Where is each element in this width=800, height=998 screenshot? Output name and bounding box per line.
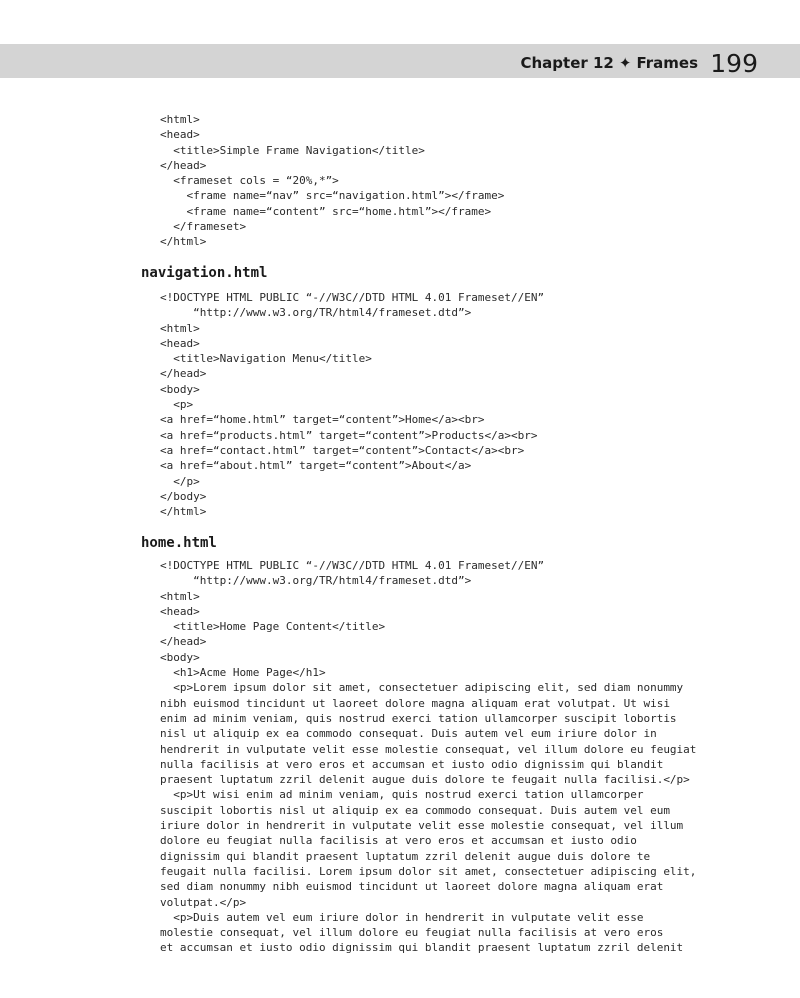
code-line: enim ad minim veniam, quis nostrud exerci tation ullamcorper suscipit lobortis: [160, 711, 677, 725]
code-line: </head>: [160, 367, 207, 381]
code-line: <a href=“products.html” target=“content”>Products</a><br>: [160, 428, 538, 442]
code-line: <html>: [160, 321, 200, 335]
code-line: <a href=“home.html” target=“content”>Home</a><br>: [160, 413, 485, 427]
running-header: [0, 44, 800, 78]
star-separator-icon: ✦: [618, 54, 632, 72]
code-line: volutpat.</p>: [160, 895, 247, 909]
code-line: suscipit lobortis nisl ut aliquip ex ea commodo consequat. Duis autem vel eum: [160, 803, 670, 817]
code-line: <html>: [160, 589, 200, 603]
chapter-header-text: [520, 54, 698, 72]
code-line: <title>Home Page Content</title>: [160, 620, 386, 634]
chapter-label: Chapter 12: [520, 54, 614, 72]
code-line: <head>: [160, 336, 200, 350]
code-line: <html>: [160, 113, 200, 126]
code-line: <h1>Acme Home Page</h1>: [160, 666, 326, 680]
code-line: <p>Duis autem vel eum iriure dolor in hendrerit in vulputate velit esse: [160, 910, 644, 924]
code-line: <p>: [160, 398, 194, 412]
code-block-home: [160, 558, 696, 956]
heading-home-html: home.html: [141, 535, 217, 551]
code-line: <!DOCTYPE HTML PUBLIC “-//W3C//DTD HTML 4.01 Frameset//EN”: [160, 291, 545, 304]
code-line: nulla facilisis at vero eros et accumsan et iusto odio dignissim qui blandit: [160, 757, 664, 771]
code-line: <head>: [160, 128, 200, 142]
page-number: 199: [710, 49, 758, 78]
code-block-frameset: [160, 112, 504, 250]
code-line: feugait nulla facilisi. Lorem ipsum dolor sit amet, consectetuer adipiscing elit,: [160, 864, 697, 878]
code-line: molestie consequat, vel illum dolore eu feugiat nulla facilisis at vero eros: [160, 926, 664, 940]
code-line: <body>: [160, 650, 200, 664]
code-line: iriure dolor in hendrerit in vulputate velit esse molestie consequat, vel illum: [160, 819, 684, 833]
code-line: “http://www.w3.org/TR/html4/frameset.dtd”>: [160, 306, 472, 320]
code-line: <frame name=“content” src=“home.html”></frame>: [160, 204, 492, 218]
code-line: sed diam nonummy nibh euismod tincidunt ut laoreet dolore magna aliquam erat: [160, 880, 664, 894]
code-line: <a href=“contact.html” target=“content”>Contact</a><br>: [160, 443, 525, 457]
code-line: </html>: [160, 235, 207, 249]
code-line: <frame name=“nav” src=“navigation.html”></frame>: [160, 189, 505, 203]
heading-navigation-html: navigation.html: [141, 265, 268, 281]
code-line: </body>: [160, 489, 207, 503]
code-line: <a href=“about.html” target=“content”>About</a>: [160, 459, 472, 473]
code-line: nisl ut aliquip ex ea commodo consequat. Duis autem vel eum iriure dolor in: [160, 727, 657, 741]
code-line: hendrerit in vulputate velit esse molestie consequat, vel illum dolore eu feugiat: [160, 742, 697, 756]
code-line: <title>Simple Frame Navigation</title>: [160, 143, 425, 157]
code-line: </head>: [160, 635, 207, 649]
section-title: Frames: [636, 54, 698, 72]
code-line: dignissim qui blandit praesent luptatum zzril delenit augue duis dolore te: [160, 849, 651, 863]
code-line: </html>: [160, 505, 207, 519]
code-line: nibh euismod tincidunt ut laoreet dolore magna aliquam erat volutpat. Ut wisi: [160, 696, 670, 710]
code-line: “http://www.w3.org/TR/html4/frameset.dtd”>: [160, 574, 472, 588]
code-line: et accumsan et iusto odio dignissim qui blandit praesent luptatum zzril delenit: [160, 941, 684, 955]
code-line: <!DOCTYPE HTML PUBLIC “-//W3C//DTD HTML 4.01 Frameset//EN”: [160, 559, 545, 572]
code-line: dolore eu feugiat nulla facilisis at vero eros et accumsan et iusto odio: [160, 834, 637, 848]
code-line: <frameset cols = “20%,*”>: [160, 174, 339, 188]
code-line: </p>: [160, 474, 200, 488]
code-line: <p>Ut wisi enim ad minim veniam, quis nostrud exerci tation ullamcorper: [160, 788, 644, 802]
code-line: <title>Navigation Menu</title>: [160, 352, 372, 366]
code-block-navigation: [160, 290, 544, 519]
code-line: <head>: [160, 604, 200, 618]
code-line: </frameset>: [160, 220, 247, 234]
code-line: <p>Lorem ipsum dolor sit amet, consectetuer adipiscing elit, sed diam nonummy: [160, 681, 684, 695]
code-line: <body>: [160, 382, 200, 396]
code-line: praesent luptatum zzril delenit augue duis dolore te feugait nulla facilisi.</p>: [160, 773, 690, 787]
code-line: </head>: [160, 158, 207, 172]
